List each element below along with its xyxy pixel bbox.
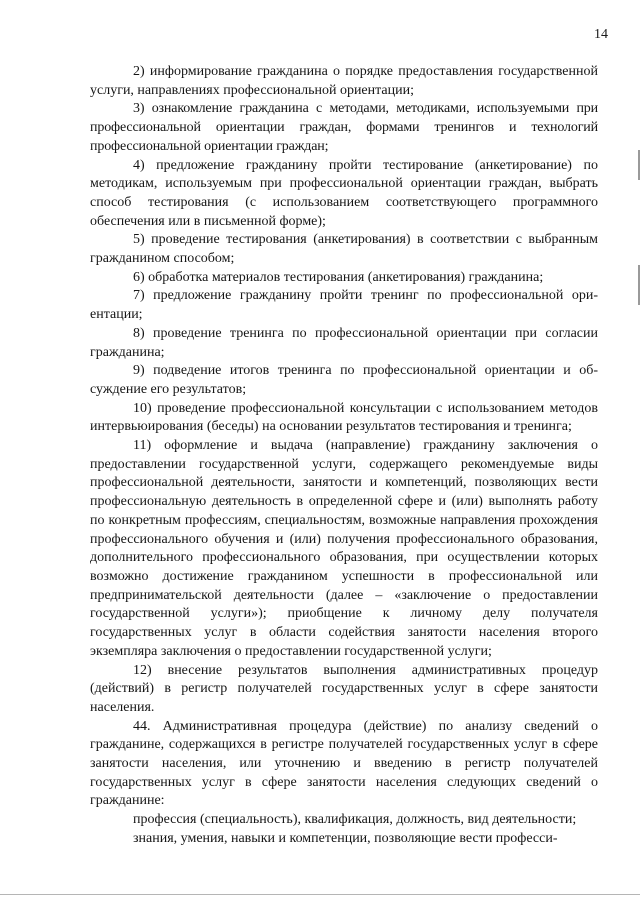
- info-item-profession: профессия (специальность), квалификация, должность, вид деятельности;: [133, 812, 577, 828]
- list-item-4: 4) предложение гражданину пройти тестирование (анкетирование) по методикам, используемым при профессиональной ориентации граждан, выбрать способ тестирования (с использованием соответствующего программного обеспечения или в письменной форме);: [90, 157, 598, 229]
- list-item-8: 8) проведение тренинга по профессиональной ориентации при согласии гражданина;: [90, 325, 598, 360]
- document-body: [90, 63, 598, 849]
- list-item-11: 11) оформление и выдача (направление) гражданину заключения о предоставлении государственной услуги, содержащего рекомендуемые виды профессиональной деятельности, занятости и компетенций, позволяющих вести профессиональную деятельность в определенной сфере и (или) выполнять работу по конкретным профессиям, специальностям, возможные направления прохождения профессионального обучения и (или) получения профессионального образования, дополнительного профессионального образования, при осуществлении которых возможно достижение гражданином успешности в профессиональной или предпринимательской деятельности (далее – «заключение о предоставлении государственной услуги»); приобщение к личному делу получателя государственных услуг в области содействия занятости населения второго экземпляра заключения о предоставлении государственной услуги;: [90, 438, 598, 659]
- page-number: 14: [594, 27, 608, 42]
- list-item-10: 10) проведение профессиональной консультации с использованием методов интервьюирования (беседы) на основании результатов тестирования и тренинга;: [90, 400, 598, 435]
- list-item-7: 7) предложение гражданину пройти тренинг по профессиональной ориентации;: [90, 288, 598, 323]
- list-item-2: 2) информирование гражданина о порядке предоставления государственной услуги, направлениях профессиональной ориентации;: [90, 64, 598, 98]
- list-item-9: 9) подведение итогов тренинга по профессиональной ориентации и обсуждение его результатов;: [90, 363, 598, 397]
- info-item-skills: знания, умения, навыки и компетенции, позволяющие вести професси-: [133, 830, 558, 846]
- scan-bottom-edge: [0, 894, 640, 895]
- section-44: 44. Административная процедура (действие) по анализу сведений о гражданине, содержащихся в регистре получателей государственных услуг в сфере занятости населения, или уточнению и введению в регистр получателей государственных услуг в сфере занятости населения следующих сведений о гражданине:: [90, 718, 598, 809]
- list-item-12: 12) внесение результатов выполнения административных процедур (действий) в регистр получателей государственных услуг в сфере занятости населения.: [90, 662, 598, 715]
- list-item-5: 5) проведение тестирования (анкетирования) в соответствии с выбранным гражданином способом;: [90, 232, 598, 267]
- list-item-3: 3) ознакомление гражданина с методами, методиками, используемыми при профессиональной ориентации граждан, формами тренингов и технологий профессиональной ориентации граждан;: [90, 101, 598, 154]
- list-item-6: 6) обработка материалов тестирования (анкетирования) гражданина;: [133, 269, 544, 285]
